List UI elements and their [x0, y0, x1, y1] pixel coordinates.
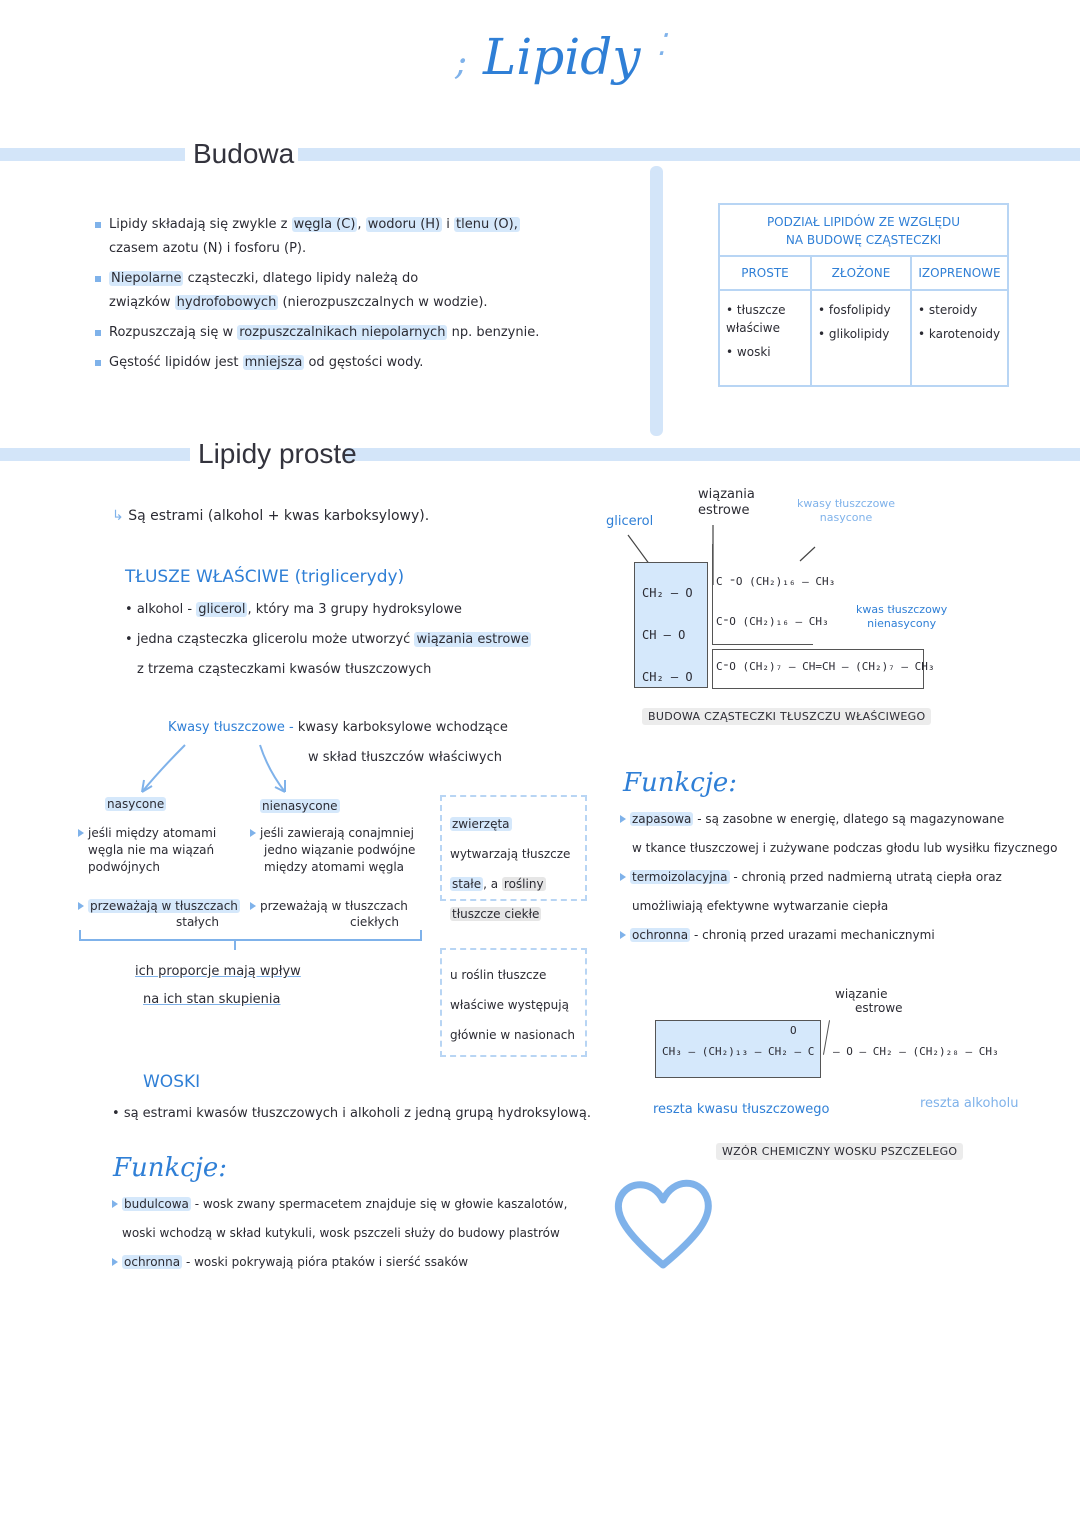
row3-right: C⁼O (CH₂)₇ — CH=CH — (CH₂)₇ — CH₃: [716, 660, 935, 673]
funkcje-list: zapasowa - są zasobne w energię, dlatego są magazynowane w tkance tłuszczowej i zużywane podczas głodu lub wysiłku fizycznego termoizolacyjna - chronią przed nadmierną utratą ciepła oraz umożliwiają efektywne wytwarzanie ciepła ochronna - chronią przed urazami mechanicznymi: [620, 805, 1070, 950]
section-band-right: [298, 148, 1080, 161]
glicerol-rows: CH₂ — O CH — O CH₂ — O: [642, 586, 693, 684]
podzial-col-zlozone: ZŁOŻONE • fosfolipidy • glikolipidy: [812, 257, 910, 385]
nienasycone-desc: jeśli zawierają conajmniej jedno wiązanie podwójne między atomami węgla: [250, 825, 430, 876]
bracket: [78, 928, 423, 952]
funkcje-title: Funkcje:: [623, 768, 738, 798]
wosk-formula-right: — O — CH₂ — (CH₂)₂₈ — CH₃: [833, 1045, 999, 1058]
section-band-left: [0, 148, 185, 161]
wosk-formula-oxygen: O: [790, 1024, 797, 1037]
zwierzeta-box: zwierzęta wytwarzają tłuszcze stałe , a rośliny tłuszcze ciekłe: [440, 795, 587, 901]
budowa-item-4: Gęstość lipidów jest mniejsza od gęstości wody.: [95, 348, 635, 378]
arrow-icon: ↳: [112, 508, 124, 524]
woski-title: WOSKI: [143, 1072, 201, 1092]
budowa-item-3: Rozpuszczają się w rozpuszczalnikach niepolarnych np. benzynie.: [95, 318, 635, 348]
nasycone-label: nasycone: [107, 797, 165, 811]
row1-right: C ⁼O (CH₂)₁₆ — CH₃: [716, 575, 836, 588]
glicerol-label: glicerol: [606, 514, 654, 529]
podzial-table: [718, 203, 1009, 387]
estry-line: ↳ Są estrami (alkohol + kwas karboksylowy).: [112, 508, 430, 524]
budowa-item-1b: czasem azotu (N) i fosforu (P).: [109, 241, 307, 256]
nienasycone-przewazaja: przeważają w tłuszczach ciekłych: [250, 898, 408, 930]
wiazania-label: wiązania estrowe: [698, 487, 755, 518]
title-deco-right: ⁚: [656, 28, 666, 63]
title-text: Lipidy: [483, 28, 641, 86]
budowa-item-1: Lipidy składają się zwykle z węgla (C) , wodoru (H) i tlenu (O),: [95, 210, 635, 240]
bullet-icon: [95, 222, 101, 228]
podzial-col-izoprenowe: IZOPRENOWE • steroidy • karotenoidy: [912, 257, 1007, 385]
budowa-item-2: Niepolarne cząsteczki, dlatego lipidy należą do: [95, 264, 635, 294]
bullet-icon: [95, 330, 101, 336]
wosk-formula-left: CH₃ — (CH₂)₁₃ — CH₂ — C: [662, 1045, 815, 1058]
budowa-item-2b: związków hydrofobowych (nierozpuszczalnych w wodzie).: [109, 295, 488, 310]
funkcje2-title: Funkcje:: [113, 1153, 228, 1183]
kwas-nienasycony-label: kwas tłuszczowy nienasycony: [856, 603, 948, 630]
title-deco-left: ;: [455, 42, 468, 83]
kwasy-def-2: w skład tłuszczów właściwych: [308, 750, 502, 765]
budowa-list: [95, 210, 635, 378]
reszta-alkoholu: reszta alkoholu: [920, 1096, 1019, 1111]
wosk-caption: WZÓR CHEMICZNY WOSKU PSZCZELEGO: [716, 1143, 963, 1160]
branch-arrows: [130, 740, 300, 800]
podzial-caption: PODZIAŁ LIPIDÓW ZE WZGLĘDU NA BUDOWĘ CZĄSTECZKI: [720, 205, 1007, 257]
funkcje2-list: budulcowa - wosk zwany spermacetem znajduje się w głowie kaszalotów, woski wchodzą w skład kutykuli, wosk pszczeli służy do budowy plastrów ochronna - woski pokrywają pióra ptaków i sierść ssaków: [112, 1190, 612, 1277]
section-band-right: [345, 448, 1080, 461]
page-title: [455, 28, 666, 86]
triglyceride-caption: BUDOWA CZĄSTECZKI TŁUSZCZU WŁAŚCIWEGO: [642, 708, 931, 725]
section-band-left: [0, 448, 190, 461]
proporcje-note: ich proporcje mają wpływ na ich stan skupienia: [135, 964, 301, 1007]
tluszcze-title: TŁUSZE WŁAŚCIWE (triglicerydy): [125, 567, 405, 587]
nasycone-desc: jeśli między atomami węgla nie ma wiązań podwójnych: [78, 825, 238, 876]
heart-icon: [608, 1170, 718, 1275]
nienasycone-label: nienasycone: [262, 799, 338, 813]
wiazanie-label: wiązanie estrowe: [835, 987, 903, 1015]
bullet-icon: [95, 360, 101, 366]
tluszcze-list: • alkohol - glicerol , który ma 3 grupy hydroksylowe • jedna cząsteczka glicerolu może utworzyć wiązania estrowe z trzema cząsteczkami kwasów tłuszczowych: [125, 602, 529, 677]
podzial-col-proste: PROSTE • tłuszcze właściwe • woski: [720, 257, 810, 385]
ester-bond-mark: [823, 1020, 830, 1055]
heading-lipidy-proste: Lipidy proste: [198, 438, 357, 469]
bullet-icon: [95, 276, 101, 282]
column-divider: [650, 166, 663, 436]
woski-def: • są estrami kwasów tłuszczowych i alkoholi z jedną grupą hydroksylową.: [112, 1106, 592, 1121]
heading-budowa: Budowa: [193, 138, 295, 169]
reszta-kwasu: reszta kwasu tłuszczowego: [653, 1102, 830, 1117]
nasycone-przewazaja: przeważają w tłuszczach stałych: [78, 898, 240, 930]
kwasy-def: Kwasy tłuszczowe - kwasy karboksylowe wchodzące: [168, 720, 508, 735]
kwasy-nasycone-label: kwasy tłuszczowe nasycone: [797, 497, 896, 524]
rosliny-box: u roślin tłuszcze właściwe występują głównie w nasionach: [440, 948, 587, 1057]
row2-right: C⁼O (CH₂)₁₆ — CH₃: [716, 615, 829, 628]
saturated-box: [712, 544, 813, 645]
